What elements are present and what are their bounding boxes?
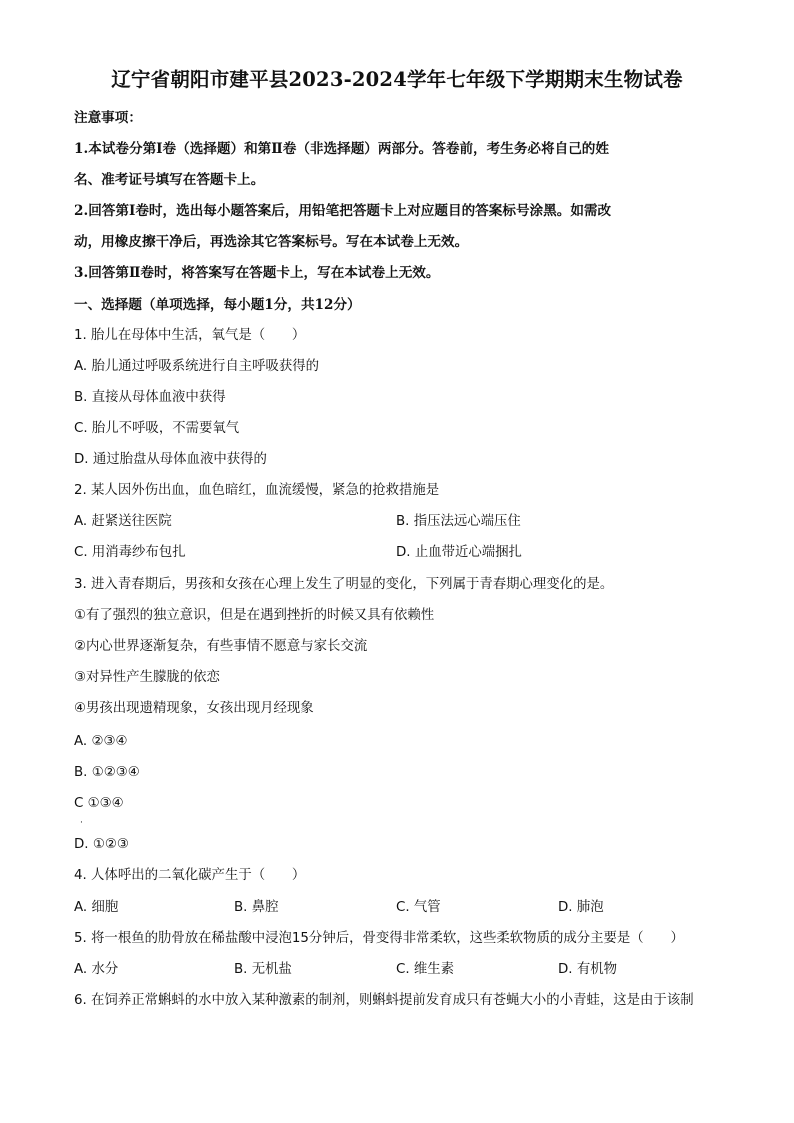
question-4-option-c: C. 气管 — [396, 900, 441, 915]
question-2-option-b: B. 指压法远心端压住 — [396, 514, 521, 529]
question-3-option-d: D. ①②③ — [74, 837, 129, 852]
question-5-option-c: C. 维生素 — [396, 962, 455, 977]
question-5-stem: 5. 将一根鱼的肋骨放在稀盐酸中浸泡15分钟后，骨变得非常柔软，这些柔软物质的成分主要是（ ） — [74, 931, 684, 946]
section-heading: 一、选择题（单项选择，每小题1分，共12分） — [74, 297, 361, 313]
page-title: 辽宁省朝阳市建平县2023-2024学年七年级下学期期末生物试卷 — [111, 68, 683, 91]
question-3-stem: 3. 进入青春期后，男孩和女孩在心理上发生了明显的变化，下列属于青春期心理变化的是。 — [74, 577, 614, 592]
question-4-option-a: A. 细胞 — [74, 900, 119, 915]
question-5-option-a: A. 水分 — [74, 962, 119, 977]
question-4-stem: 4. 人体呼出的二氧化碳产生于（ ） — [74, 868, 306, 883]
question-2-option-a: A. 赶紧送往医院 — [74, 514, 172, 529]
question-3-option-a: A. ②③④ — [74, 734, 128, 749]
note-item-3: 3.回答第Ⅱ卷时，将答案写在答题卡上，写在本试卷上无效。 — [74, 265, 440, 281]
question-3-statement-2: ②内心世界逐渐复杂，有些事情不愿意与家长交流 — [74, 639, 368, 654]
question-2-stem: 2. 某人因外伤出血，血色暗红，血流缓慢，紧急的抢救措施是 — [74, 483, 440, 498]
question-4-option-d: D. 肺泡 — [558, 900, 604, 915]
question-3-statement-4: ④男孩出现遗精现象，女孩出现月经现象 — [74, 701, 314, 716]
question-5-option-d: D. 有机物 — [558, 962, 617, 977]
question-3-statement-3: ③对异性产生朦胧的依恋 — [74, 670, 220, 685]
stray-dot-mark: · — [80, 818, 83, 828]
notes-heading: 注意事项： — [74, 110, 142, 126]
question-3-option-b: B. ①②③④ — [74, 765, 140, 780]
question-1-option-c: C. 胎儿不呼吸，不需要氧气 — [74, 421, 240, 436]
question-1-option-d: D. 通过胎盘从母体血液中获得的 — [74, 452, 267, 467]
note-item-2-line-2: 动，用橡皮擦干净后，再选涂其它答案标号。写在本试卷上无效。 — [74, 234, 469, 250]
note-item-1-line-2: 名、准考证号填写在答题卡上。 — [74, 172, 265, 188]
question-5-option-b: B. 无机盐 — [234, 962, 292, 977]
question-3-option-c: C ①③④ — [74, 796, 124, 811]
question-3-statement-1: ①有了强烈的独立意识，但是在遇到挫折的时候又具有依赖性 — [74, 608, 435, 623]
question-1-option-a: A. 胎儿通过呼吸系统进行自主呼吸获得的 — [74, 359, 320, 374]
question-2-option-c: C. 用消毒纱布包扎 — [74, 545, 186, 560]
question-2-option-d: D. 止血带近心端捆扎 — [396, 545, 522, 560]
note-item-2-line-1: 2.回答第Ⅰ卷时，选出每小题答案后，用铅笔把答题卡上对应题目的答案标号涂黑。如需改 — [74, 203, 612, 219]
question-4-option-b: B. 鼻腔 — [234, 900, 279, 915]
note-item-1-line-1: 1.本试卷分第Ⅰ卷（选择题）和第Ⅱ卷（非选择题）两部分。答卷前，考生务必将自己的姓 — [74, 141, 609, 157]
question-1-option-b: B. 直接从母体血液中获得 — [74, 390, 226, 405]
question-1-stem: 1. 胎儿在母体中生活，氧气是（ ） — [74, 328, 306, 343]
question-6-stem: 6. 在饲养正常蝌蚪的水中放入某种激素的制剂，则蝌蚪提前发育成只有苍蝇大小的小青蛙，这是由于该制 — [74, 993, 694, 1008]
